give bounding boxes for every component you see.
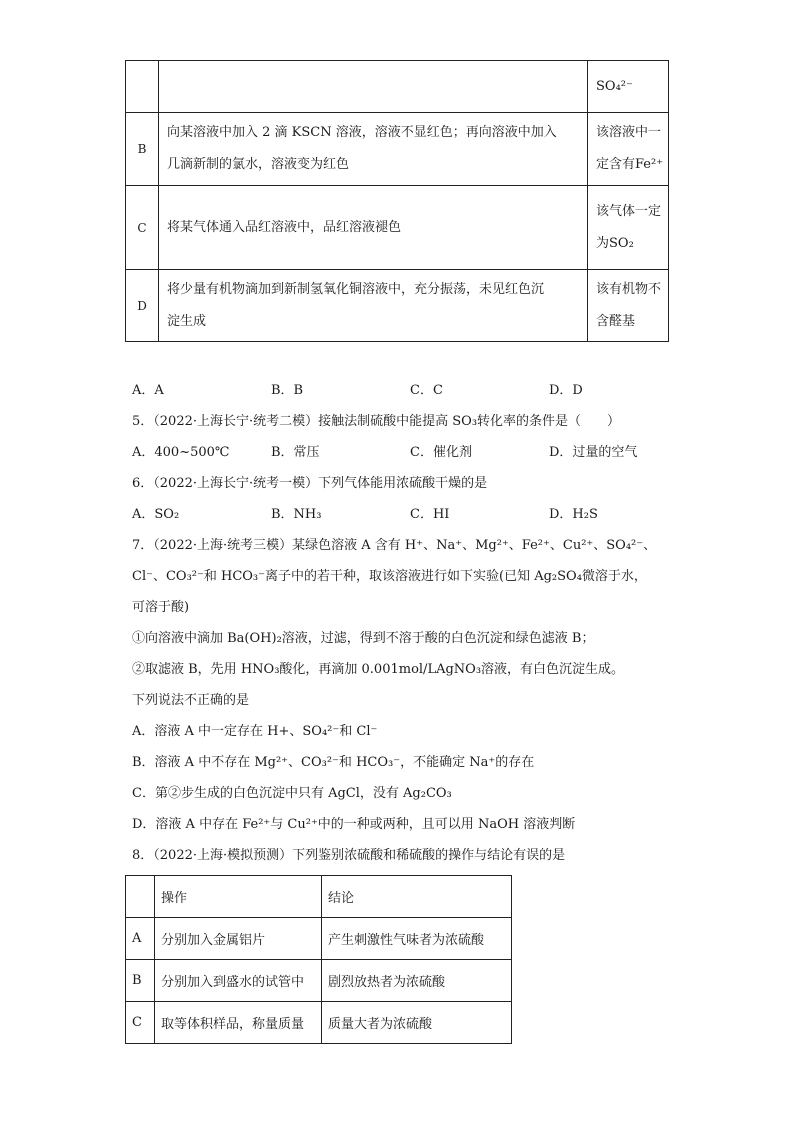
conclusion-cell: 剧烈放热者为浓硫酸 <box>322 960 512 1002</box>
q6-option-a[interactable]: A．SO₂ <box>132 507 180 522</box>
table-row <box>126 186 669 270</box>
header-cell: 操作 <box>155 876 322 918</box>
q7-stem-line: 7．（2022·上海·统考三模）某绿色溶液 A 含有 H⁺、Na⁺、Mg²⁺、Fe²⁺、Cu²⁺、SO₄²⁻、 <box>132 538 657 553</box>
q4-option-c[interactable]: C．C <box>410 383 443 398</box>
q5-stem: 5．（2022·上海长宁·统考二模）接触法制硫酸中能提高 SO₃转化率的条件是（ ） <box>132 414 621 429</box>
q6-option-d[interactable]: D．H₂S <box>549 507 598 522</box>
q7-stem-line: Cl⁻、CO₃²⁻和 HCO₃⁻离子中的若干种，取该溶液进行如下实验(已知 Ag₂SO₄微溶于水， <box>132 569 647 584</box>
q7-step-1: ①向溶液中滴加 Ba(OH)₂溶液，过滤，得到不溶于酸的白色沉淀和绿色滤液 B； <box>132 631 595 646</box>
q7-stem-line: 可溶于酸) <box>132 600 190 615</box>
q6-option-c[interactable]: C．HI <box>410 507 450 522</box>
table-row <box>126 960 512 1002</box>
table-row <box>126 61 669 113</box>
row-label <box>126 61 159 113</box>
q8-stem: 8．（2022·上海·模拟预测）下列鉴别浓硫酸和稀硫酸的操作与结论有误的是 <box>132 848 566 863</box>
conclusion-cell: 该气体一定 为SO₂ <box>588 186 669 270</box>
operation-cell: 将某气体通入品红溶液中，品红溶液褪色 <box>159 186 588 270</box>
table-row <box>126 1002 512 1044</box>
operation-cell: 向某溶液中加入 2 滴 KSCN 溶液，溶液不显红色；再向溶液中加入 几滴新制的氯水，溶液变为红色 <box>159 113 588 186</box>
q4-option-d[interactable]: D．D <box>549 383 583 398</box>
row-label: C <box>126 1002 155 1044</box>
conclusion-cell: SO₄²⁻ <box>588 61 669 113</box>
operation-cell: 将少量有机物滴加到新制氢氧化铜溶液中，充分振荡，未见红色沉 淀生成 <box>159 270 588 342</box>
header-cell: 结论 <box>322 876 512 918</box>
table-row <box>126 918 512 960</box>
row-label: A <box>126 918 155 960</box>
operation-cell: 分别加入金属铝片 <box>155 918 322 960</box>
q7-step-2: ②取滤液 B，先用 HNO₃酸化，再滴加 0.001mol/LAgNO₃溶液，有白色沉淀生成。 <box>132 662 625 677</box>
row-label: B <box>126 113 159 186</box>
q5-option-d[interactable]: D．过量的空气 <box>549 445 638 460</box>
row-label: B <box>126 960 155 1002</box>
q7-option-d[interactable]: D．溶液 A 中存在 Fe²⁺与 Cu²⁺中的一种或两种，且可以用 NaOH 溶液判断 <box>132 817 576 832</box>
table-row <box>126 113 669 186</box>
table-2 <box>125 875 512 1044</box>
q4-option-a[interactable]: A．A <box>132 383 164 398</box>
conclusion-cell: 该溶液中一 定含有Fe²⁺ <box>588 113 669 186</box>
operation-cell: 取等体积样品，称量质量 <box>155 1002 322 1044</box>
operation-cell: 分别加入到盛水的试管中 <box>155 960 322 1002</box>
row-label: C <box>126 186 159 270</box>
table-header-row <box>126 876 512 918</box>
q7-option-c[interactable]: C．第②步生成的白色沉淀中只有 AgCl，没有 Ag₂CO₃ <box>132 786 452 801</box>
q7-option-a[interactable]: A．溶液 A 中一定存在 H+、SO₄²⁻和 Cl⁻ <box>132 724 378 739</box>
conclusion-cell: 产生刺激性气味者为浓硫酸 <box>322 918 512 960</box>
conclusion-cell: 该有机物不 含醛基 <box>588 270 669 342</box>
q6-stem: 6．（2022·上海长宁·统考一模）下列气体能用浓硫酸干燥的是 <box>132 476 488 491</box>
q7-option-b[interactable]: B．溶液 A 中不存在 Mg²⁺、CO₃²⁻和 HCO₃⁻，不能确定 Na⁺的存在 <box>132 755 535 770</box>
operation-cell <box>159 61 588 113</box>
q7-question: 下列说法不正确的是 <box>132 693 250 708</box>
q4-option-b[interactable]: B．B <box>271 383 304 398</box>
q6-option-b[interactable]: B．NH₃ <box>271 507 322 522</box>
table-row <box>126 270 669 342</box>
q5-option-b[interactable]: B．常压 <box>271 445 320 460</box>
table-1 <box>125 60 669 342</box>
q5-option-a[interactable]: A．400~500℃ <box>132 445 230 460</box>
conclusion-cell: 质量大者为浓硫酸 <box>322 1002 512 1044</box>
q5-option-c[interactable]: C．催化剂 <box>410 445 472 460</box>
header-cell <box>126 876 155 918</box>
row-label: D <box>126 270 159 342</box>
